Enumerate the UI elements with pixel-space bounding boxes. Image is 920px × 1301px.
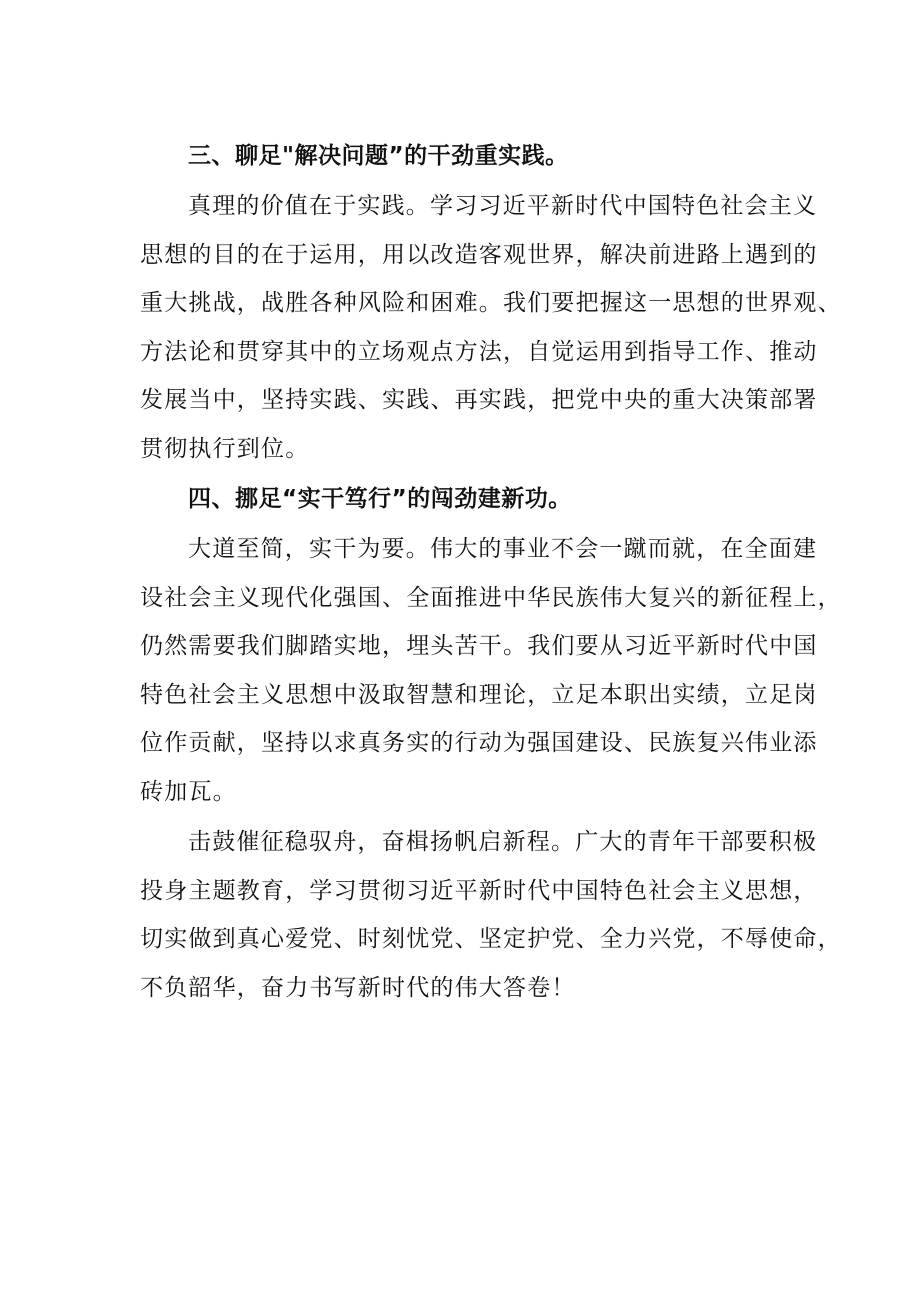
text-line: 位作贡献，坚持以求真务实的行动为强国建设、民族复兴伟业添	[140, 730, 818, 756]
text-line: 方法论和贯穿其中的立场观点方法，自觉运用到指导工作、推动	[140, 338, 818, 365]
text-line: 特色社会主义思想中汲取智慧和理论，立足本职出实绩，立足岗	[140, 681, 818, 708]
text-line: 贯彻执行到位。	[140, 435, 310, 462]
section-heading-4: 四、挪足“实干笃行”的闯劲建新功。	[188, 486, 572, 512]
section-heading-3: 三、聊足"解决问题”的干劲重实践。	[188, 143, 569, 169]
paragraph-hard-work	[140, 525, 842, 816]
text-line: 仍然需要我们脚踏实地，埋头苦干。我们要从习近平新时代中国	[140, 633, 818, 659]
paragraph-conclusion	[140, 818, 842, 1012]
text-line: 切实做到真心爱党、时刻忧党、坚定护党、全力兴党，不辱使命，	[140, 926, 842, 952]
paragraph-practice	[140, 182, 842, 473]
text-line: 发展当中，坚持实践、实践、再实践，把党中央的重大决策部署	[140, 387, 818, 413]
text-line: 大道至简，实干为要。伟大的事业不会一蹴而就，在全面建	[188, 536, 818, 562]
text-line: 真理的价值在于实践。学习习近平新时代中国特色社会主义	[188, 193, 818, 219]
text-line: 重大挑战，战胜各种风险和困难。我们要把握这一思想的世界观、	[140, 290, 842, 316]
text-line: 砖加瓦。	[140, 778, 237, 805]
document-body	[140, 132, 842, 1012]
text-line: 思想的目的在于运用，用以改造客观世界，解决前进路上遇到的	[140, 241, 818, 268]
text-line: 投身主题教育，学习贯彻习近平新时代中国特色社会主义思想，	[140, 877, 818, 904]
text-line: 不负韶华，奋力书写新时代的伟大答卷！	[140, 974, 576, 1001]
text-line: 设社会主义现代化强国、全面推进中华民族伟大复兴的新征程上，	[140, 584, 842, 611]
text-line: 击鼓催征稳驭舟，奋楫扬帆启新程。广大的青年干部要积极	[188, 829, 818, 855]
